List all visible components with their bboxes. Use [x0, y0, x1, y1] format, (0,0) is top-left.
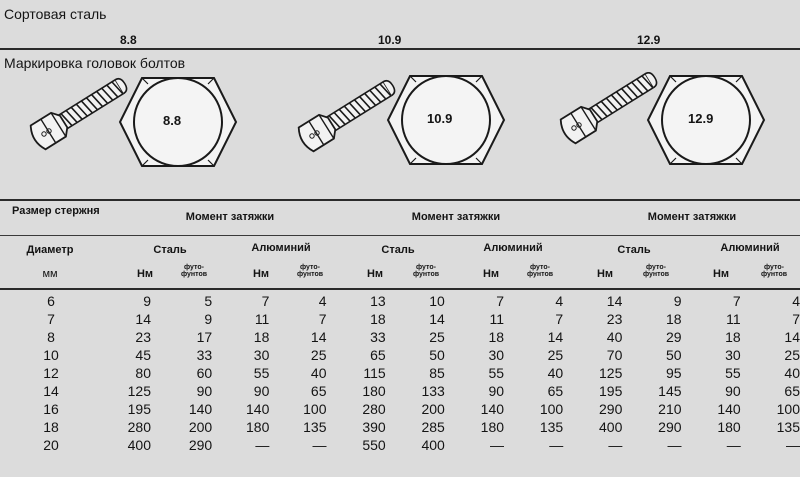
bolt-illustrations: [0, 72, 800, 182]
torque-cell: 95: [665, 365, 682, 381]
torque-cell: 18: [665, 311, 682, 327]
torque-cell: 7: [792, 311, 800, 327]
table-row: [0, 346, 800, 364]
diameter-cell: 8: [47, 329, 55, 345]
torque-header-8-8: Момент затяжки: [185, 211, 275, 223]
torque-cell: 18: [488, 329, 505, 345]
grade-label-10-9: 10.9: [378, 33, 402, 47]
torque-cell: —: [490, 437, 505, 453]
head-marking-12-9: 12.9: [688, 111, 714, 126]
steel-label-10-9: Сталь: [381, 244, 415, 256]
torque-cell: 40: [606, 329, 623, 345]
torque-cell: 200: [421, 401, 445, 417]
divider: [0, 199, 800, 201]
torque-cell: 290: [599, 401, 623, 417]
torque-cell: 100: [776, 401, 800, 417]
torque-cell: 90: [725, 383, 741, 399]
torque-cell: 25: [429, 329, 445, 345]
torque-cell: 100: [303, 401, 327, 417]
torque-cell: 70: [606, 347, 623, 363]
nm-label: Нм: [366, 268, 384, 280]
divider: [0, 288, 800, 290]
torque-cell: 7: [496, 293, 505, 309]
torque-cell: 30: [253, 347, 270, 363]
steel-label-12-9: Сталь: [617, 244, 651, 256]
torque-cell: 90: [196, 383, 213, 399]
torque-cell: 50: [429, 347, 445, 363]
diameter-cell: 18: [43, 419, 59, 435]
torque-cell: 133: [421, 383, 445, 399]
torque-cell: 29: [665, 329, 682, 345]
torque-cell: 14: [135, 311, 151, 327]
torque-cell: —: [312, 437, 327, 453]
aluminum-label-8-8: Алюминий: [251, 242, 311, 254]
torque-cell: 400: [127, 437, 151, 453]
aluminum-label-12-9: Алюминий: [720, 242, 780, 254]
torque-cell: 210: [658, 401, 682, 417]
torque-cell: 7: [732, 293, 741, 309]
torque-cell: 115: [363, 365, 386, 381]
torque-cell: 13: [370, 293, 386, 309]
torque-cell: 90: [253, 383, 270, 399]
torque-cell: 45: [135, 347, 151, 363]
torque-cell: 40: [784, 365, 800, 381]
head-marking-8-8: 8.8: [163, 113, 182, 128]
torque-header-10-9: Момент затяжки: [411, 211, 501, 223]
torque-cell: 17: [196, 329, 213, 345]
torque-cell: 14: [310, 329, 327, 345]
ftlb-label: футо-фунтов: [412, 264, 440, 278]
torque-cell: 40: [310, 365, 327, 381]
grade-label-8-8: 8.8: [120, 33, 137, 47]
diameter-label: Диаметр: [26, 244, 74, 256]
torque-cell: 390: [362, 419, 386, 435]
torque-cell: 280: [127, 419, 151, 435]
torque-cell: 25: [784, 347, 800, 363]
torque-cell: 200: [188, 419, 213, 435]
torque-cell: 33: [370, 329, 386, 345]
torque-cell: 14: [784, 329, 800, 345]
torque-cell: —: [255, 437, 270, 453]
table-row: [0, 382, 800, 400]
torque-cell: 55: [725, 365, 741, 381]
bolt-side-icon: [295, 79, 397, 154]
nm-label: Нм: [712, 268, 730, 280]
torque-cell: 14: [547, 329, 564, 345]
torque-cell: 135: [776, 419, 800, 435]
torque-cell: 195: [127, 401, 151, 417]
torque-cell: 14: [429, 311, 445, 327]
torque-cell: 290: [658, 419, 682, 435]
diameter-cell: 6: [47, 293, 55, 309]
torque-cell: 18: [370, 311, 386, 327]
nm-label: Нм: [252, 268, 270, 280]
nm-label: Нм: [482, 268, 500, 280]
torque-cell: 100: [539, 401, 564, 417]
diameter-cell: 10: [43, 347, 59, 363]
torque-cell: 9: [143, 293, 151, 309]
torque-cell: 14: [606, 293, 623, 309]
torque-cell: 65: [784, 383, 800, 399]
head-marking-10-9: 10.9: [427, 111, 453, 126]
nm-label: Нм: [136, 268, 154, 280]
torque-cell: 33: [196, 347, 213, 363]
torque-cell: 125: [127, 383, 151, 399]
torque-cell: 7: [318, 311, 327, 327]
section-title-grade: Сортовая сталь: [4, 6, 107, 22]
torque-cell: 280: [362, 401, 386, 417]
torque-cell: 400: [599, 419, 623, 435]
torque-cell: 30: [488, 347, 505, 363]
nm-label: Нм: [596, 268, 614, 280]
torque-cell: 40: [547, 365, 564, 381]
torque-cell: 11: [726, 311, 741, 327]
torque-cell: 60: [196, 365, 213, 381]
torque-cell: —: [608, 437, 623, 453]
torque-cell: 11: [254, 311, 270, 327]
torque-cell: 50: [665, 347, 682, 363]
diameter-cell: 12: [43, 365, 59, 381]
torque-cell: 285: [421, 419, 445, 435]
divider: [0, 235, 800, 236]
torque-cell: 90: [488, 383, 505, 399]
torque-table: [0, 292, 800, 454]
torque-cell: 140: [188, 401, 213, 417]
torque-cell: 180: [717, 419, 741, 435]
table-row: [0, 364, 800, 382]
torque-cell: 4: [555, 293, 564, 309]
divider: [0, 48, 800, 50]
torque-cell: 5: [204, 293, 213, 309]
table-row: [0, 310, 800, 328]
torque-cell: 80: [135, 365, 151, 381]
torque-cell: 55: [488, 365, 505, 381]
torque-cell: 85: [429, 365, 445, 381]
torque-cell: —: [786, 437, 800, 453]
table-row: [0, 292, 800, 310]
torque-cell: 25: [547, 347, 564, 363]
mm-label: мм: [42, 268, 58, 280]
torque-cell: 180: [246, 419, 270, 435]
torque-cell: 9: [673, 293, 682, 309]
section-title-bolt-marking: Маркировка головок болтов: [4, 55, 186, 71]
torque-cell: 125: [599, 365, 623, 381]
steel-label-8-8: Сталь: [153, 244, 187, 256]
torque-cell: 4: [318, 293, 327, 309]
torque-cell: 65: [310, 383, 327, 399]
torque-cell: 550: [362, 437, 386, 453]
ftlb-label: футо-фунтов: [526, 264, 554, 278]
torque-cell: 135: [539, 419, 564, 435]
torque-cell: 55: [253, 365, 270, 381]
torque-cell: 23: [606, 311, 623, 327]
table-row: [0, 418, 800, 436]
torque-cell: 400: [421, 437, 445, 453]
torque-cell: 30: [725, 347, 741, 363]
torque-cell: 65: [547, 383, 564, 399]
torque-cell: 9: [204, 311, 213, 327]
torque-cell: 65: [370, 347, 386, 363]
diameter-cell: 16: [43, 401, 59, 417]
table-row: [0, 400, 800, 418]
torque-cell: 23: [135, 329, 151, 345]
torque-cell: —: [726, 437, 741, 453]
grade-label-12-9: 12.9: [637, 33, 661, 47]
table-row: [0, 436, 800, 454]
torque-cell: 195: [599, 383, 623, 399]
table-row: [0, 328, 800, 346]
ftlb-label: футо-фунтов: [296, 264, 324, 278]
torque-cell: 140: [246, 401, 270, 417]
aluminum-label-10-9: Алюминий: [483, 242, 543, 254]
torque-cell: 18: [253, 329, 270, 345]
torque-cell: 4: [792, 293, 800, 309]
size-header: Размер стержня: [12, 205, 100, 217]
torque-cell: 18: [725, 329, 741, 345]
ftlb-label: футо-фунтов: [180, 264, 208, 278]
diameter-cell: 20: [43, 437, 59, 453]
diameter-cell: 14: [43, 383, 59, 399]
torque-cell: 145: [658, 383, 682, 399]
torque-cell: 11: [489, 311, 505, 327]
torque-cell: 290: [188, 437, 213, 453]
bolt-side-icon: [27, 77, 129, 152]
torque-cell: —: [549, 437, 564, 453]
torque-cell: 7: [261, 293, 270, 309]
bolt-side-icon: [557, 72, 659, 145]
torque-cell: 180: [362, 383, 386, 399]
diameter-cell: 7: [47, 311, 55, 327]
torque-cell: 7: [555, 311, 564, 327]
torque-cell: 135: [303, 419, 327, 435]
ftlb-label: футо-фунтов: [760, 264, 788, 278]
ftlb-label: футо-фунтов: [642, 264, 670, 278]
torque-cell: —: [667, 437, 682, 453]
torque-header-12-9: Момент затяжки: [647, 211, 737, 223]
torque-cell: 140: [717, 401, 741, 417]
torque-cell: 10: [429, 293, 445, 309]
torque-cell: 25: [310, 347, 327, 363]
torque-cell: 180: [480, 419, 505, 435]
torque-cell: 140: [480, 401, 505, 417]
